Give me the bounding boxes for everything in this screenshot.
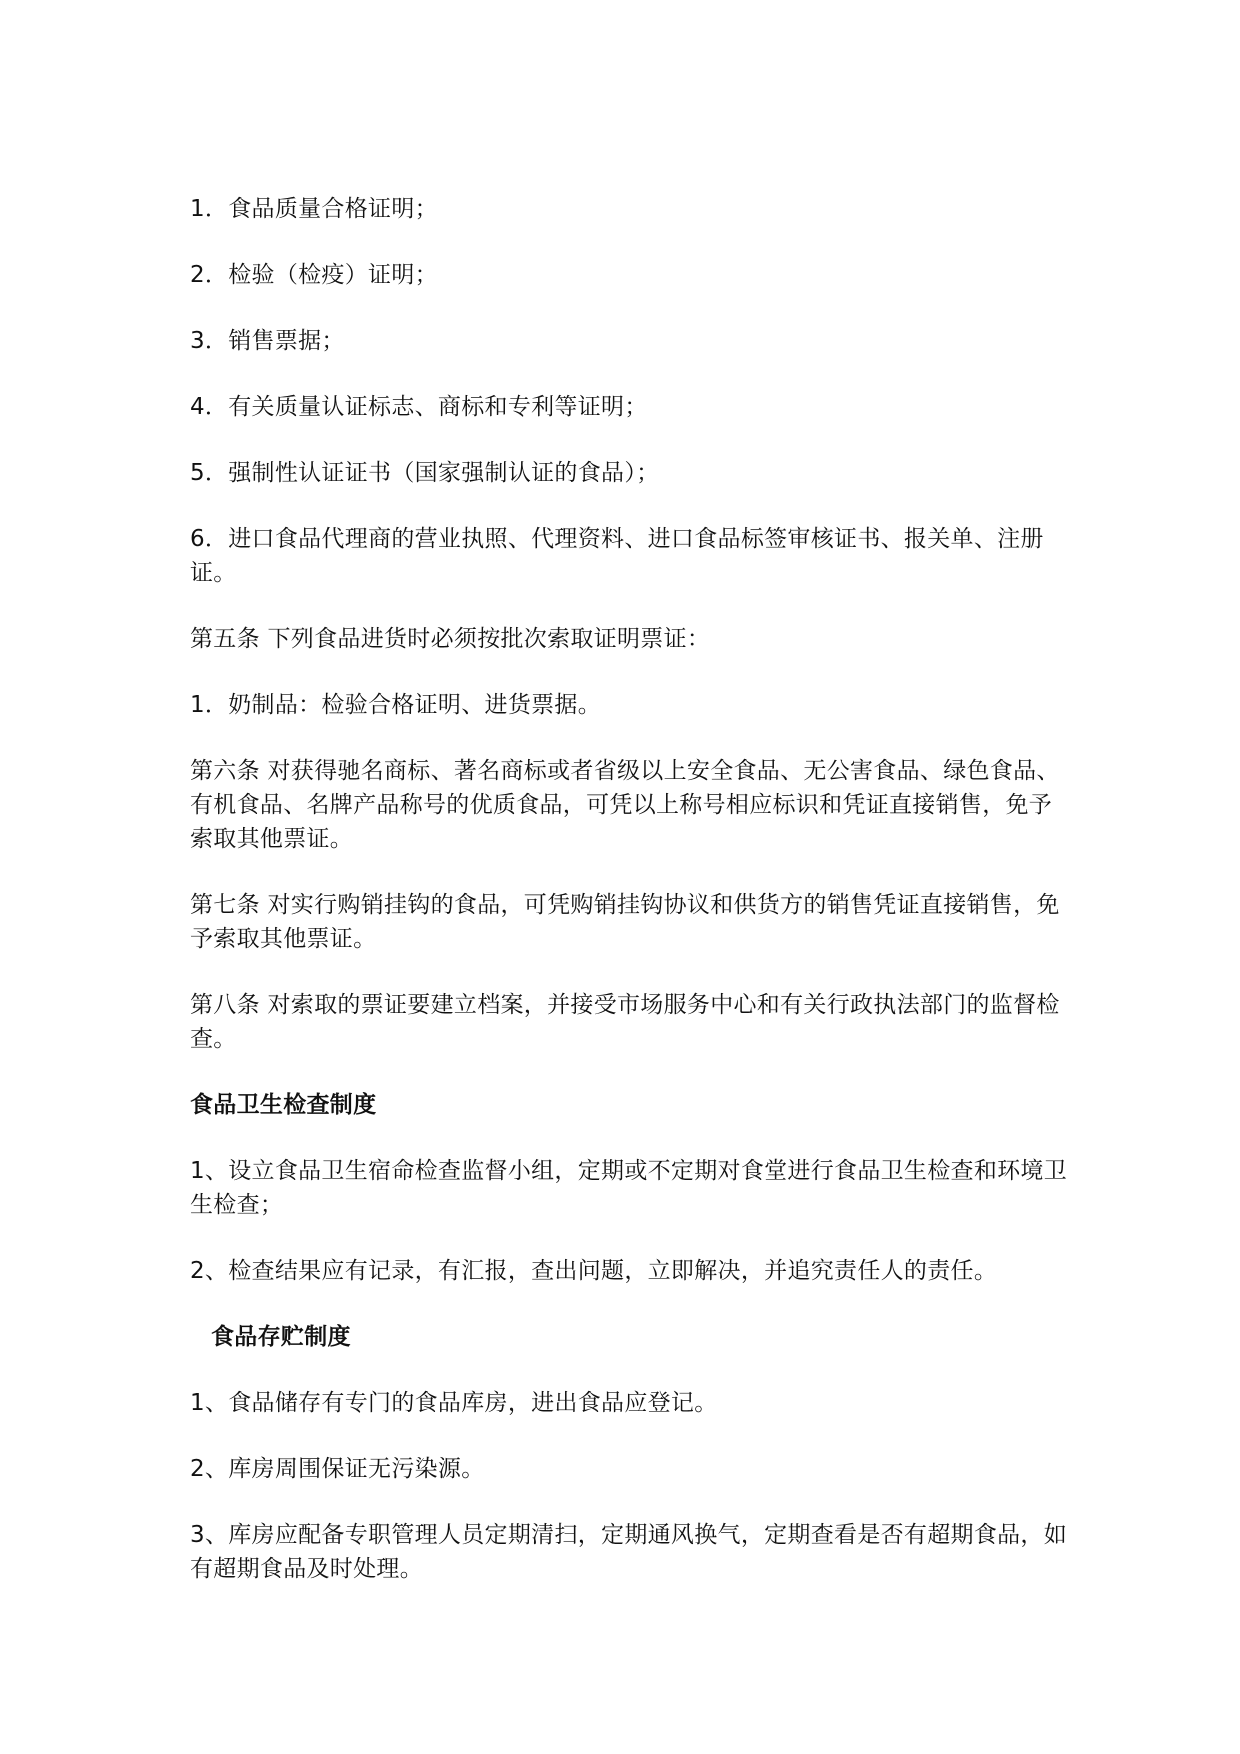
- article-paragraph: 第八条 对索取的票证要建立档案，并接受市场服务中心和有关行政执法部门的监督检查。: [190, 992, 1060, 1052]
- document-page: [190, 192, 1070, 1618]
- article-paragraph: 第七条 对实行购销挂钩的食品，可凭购销挂钩协议和供货方的销售凭证直接销售，免予索取其他票证。: [190, 892, 1060, 952]
- list-item: 1、食品储存有专门的食品库房，进出食品应登记。: [190, 1390, 718, 1416]
- list-item: 1．食品质量合格证明；: [190, 196, 438, 222]
- list-item: 2．检验（检疫）证明；: [190, 262, 438, 288]
- section-heading-hygiene-inspection: 食品卫生检查制度: [190, 1092, 377, 1118]
- list-item: 1、设立食品卫生宿命检查监督小组，定期或不定期对食堂进行食品卫生检查和环境卫生检查；: [190, 1158, 1068, 1218]
- list-item: 2、库房周围保证无污染源。: [190, 1456, 485, 1482]
- list-item: 1．奶制品：检验合格证明、进货票据。: [190, 692, 602, 718]
- list-item: 2、检查结果应有记录，有汇报，查出问题，立即解决，并追究责任人的责任。: [190, 1258, 998, 1284]
- article-paragraph: 第六条 对获得驰名商标、著名商标或者省级以上安全食品、无公害食品、绿色食品、有机食品、名牌产品称号的优质食品，可凭以上称号相应标识和凭证直接销售，免予索取其他票证。: [190, 758, 1060, 852]
- article-paragraph: 第五条 下列食品进货时必须按批次索取证明票证：: [190, 626, 711, 652]
- list-item: 3、库房应配备专职管理人员定期清扫，定期通风换气，定期查看是否有超期食品，如有超期食品及时处理。: [190, 1522, 1068, 1582]
- list-item: 3．销售票据；: [190, 328, 345, 354]
- list-item: 6．进口食品代理商的营业执照、代理资料、进口食品标签审核证书、报关单、注册证。: [190, 526, 1044, 586]
- section-heading-food-storage: 食品存贮制度: [211, 1324, 351, 1350]
- list-item: 5．强制性认证证书（国家强制认证的食品）；: [190, 460, 660, 486]
- list-item: 4．有关质量认证标志、商标和专利等证明；: [190, 394, 648, 420]
